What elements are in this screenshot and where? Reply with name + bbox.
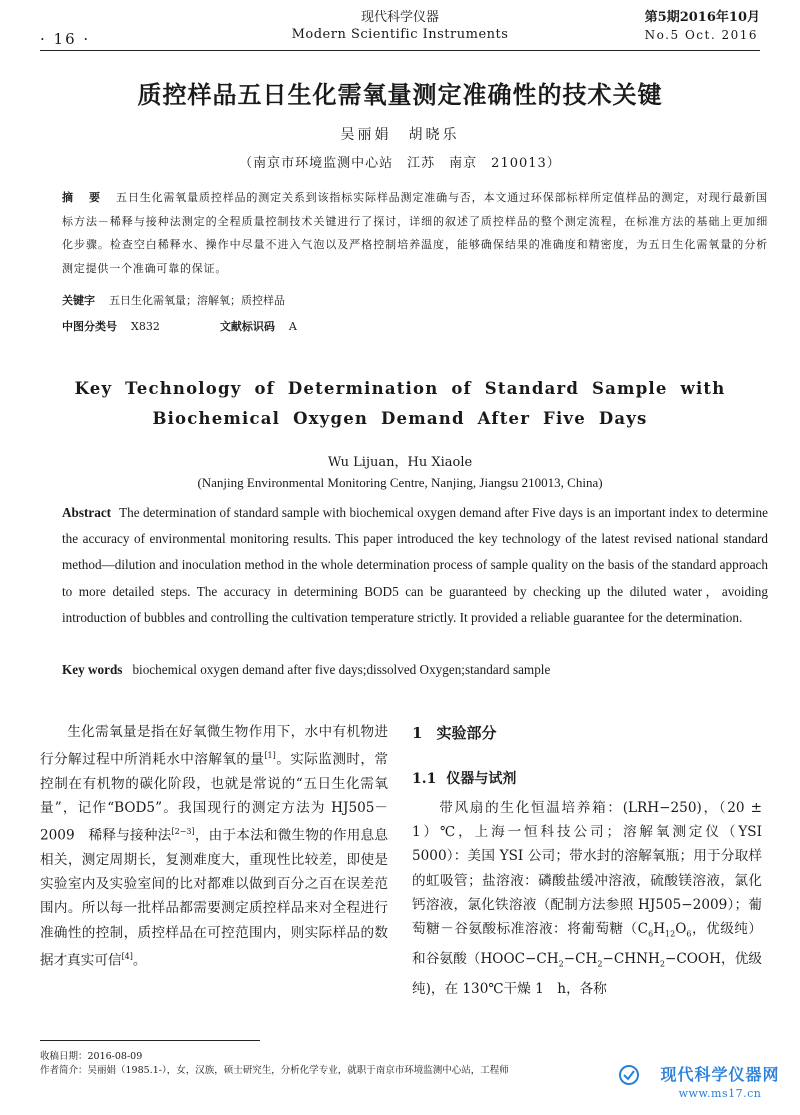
citation-ref: [4] [121,951,133,961]
paper-title-en: Key Technology of Determination of Standard Sample with Biochemical Oxygen Demand After Five Days [74,379,726,428]
issue-en: No.5 Oct. 2016 [644,28,758,42]
intro-text-d: 。 [132,952,147,969]
abstract-cn-label: 摘 要 [62,191,106,204]
equipment-text: −COOH，优级纯)，在 130℃干燥 1 h，各称 [412,950,762,997]
abstract-en-text: The determination of standard sample with biochemical oxygen demand after Five days is an important index to determine the accuracy of environmental monitoring results. This paper introduced the key technology of the latest revised national standard method—dilution and inoculation method in the whole determination process of sample quality on the basis of the standard approach to more detailed steps. The accuracy in determining BOD5 can be guaranteed by checking up the diluted water，avoiding introduction of bubbles and controlling the cultivation temperature strictly. It provided a reliable guarantee for the determination. [62,505,768,625]
journal-name-en: Modern Scientific Instruments [291,27,509,42]
equipment-text: −CHNH [602,950,660,967]
classification-line [62,318,297,334]
abstract-en [62,500,768,631]
equipment-text: −CH [563,950,598,967]
equipment-paragraph [412,796,762,1001]
keywords-en-text: biochemical oxygen demand after five days;dissolved Oxygen;standard sample [132,662,551,677]
equipment-text: 带风扇的生化恒温培养箱：(LRH−250)，（20 ± 1）℃，上海一恒科技公司；溶解氧测定仪（YSI 5000）：美国 YSI 公司；带水封的溶解氧瓶；用于分取样的虹吸管；盐溶液：磷酸盐缓冲溶液，硫酸镁溶液，氯化钙溶液，氯化铁溶液（配制方法参照 HJ505−2009）；葡萄糖－谷氨酸标准溶液：将葡萄糖（C [412,800,762,938]
section-heading-1-1 [412,768,516,788]
intro-text-c: ，由于本法和微生物的作用息息相关，测定周期长，复测难度大，重现性比较差，即使是实验室内及实验室间的比对都难以做到百分之百在误差范围内。所以每一批样品都需要测定质控样品来对全程进行准确性的控制，质控样品在可控范围内，则实际样品的数据才真实可信 [40,827,388,969]
keywords-en-label: Key words [62,662,123,677]
watermark-url: www.ms17.cn [678,1087,762,1100]
received-date: 收稿日期：2016-08-09 [40,1051,143,1062]
footnote-divider [40,1040,260,1041]
subscript: 2 [597,959,603,969]
intro-column [40,720,388,973]
header-divider [40,50,760,51]
clc-label: 中图分类号 [62,320,117,333]
subscript: 12 [665,929,676,939]
clc-value: X832 [131,320,160,333]
subscript: 6 [686,929,692,939]
footnote [40,1050,509,1078]
paper-title-cn: 质控样品五日生化需氧量测定准确性的技术关键 [137,80,663,109]
watermark-name: 现代科学仪器网 [660,1065,780,1084]
abstract-cn [62,186,768,280]
section-number: 1.1 [412,771,437,787]
watermark-logo-icon [618,1064,640,1086]
citation-ref: [2−3] [171,827,195,837]
watermark [640,1062,800,1100]
journal-header [250,10,550,44]
equipment-text: ，优级纯）和谷氨酸（HOOC−CH [412,921,763,967]
intro-text-a: 生化需氧量是指在好氧微生物作用下，水中有机物进行分解过程中所消耗水中溶解氧的量 [40,724,388,768]
authors-cn: 吴丽娟 胡晓乐 [340,127,460,143]
affiliation-en: (Nanjing Environmental Monitoring Centre, Nanjing, Jiangsu 210013, China) [197,475,603,490]
keywords-cn-text: 五日生化需氧量；溶解氧；质控样品 [109,294,285,307]
subscript: 6 [648,929,654,939]
section-number: 1 [412,724,423,742]
issue-info [645,10,760,44]
subscript: 2 [659,959,665,969]
keywords-en [62,662,550,678]
intro-paragraph [40,720,388,973]
section-heading-1 [412,722,496,743]
affiliation-cn: （南京市环境监测中心站 江苏 南京 210013） [239,156,561,171]
abstract-cn-text: 五日生化需氧量质控样品的测定关系到该指标实际样品测定准确与否，本文通过环保部标样所定值样品的测定，对现行最新国标方法－稀释与接种法测定的全程质量控制技术关键进行了探讨，详细的叙述了质控样品的整个测定流程，在标准方法的基础上更加细化步骤。检查空白稀释水、操作中尽量不进入气泡以及严格控制培养温度，能够确保结果的准确度和精密度，为五日生化需氧量的分析测定提供一个准确可靠的保证。 [62,191,768,275]
author-bio: 作者简介：吴丽娟（1985.1-），女，汉族，硕士研究生，分析化学专业，就职于南京市环境监测中心站，工程师 [40,1065,509,1076]
journal-name-cn: 现代科学仪器 [360,10,439,25]
intro-text-b: 。实际监测时，常控制在有机物的碳化阶段，也就是常说的“五日生化需氧量”，记作“BOD5”。我国现行的测定方法为 HJ505－2009 稀释与接种法 [40,751,388,844]
section-title: 仪器与试剂 [446,771,517,787]
issue-cn: 第5期2016年10月 [644,10,760,25]
citation-ref: [1] [264,751,276,761]
doc-code-label: 文献标识码 [219,320,275,333]
subscript: 2 [558,959,564,969]
doc-code-value: A [288,320,297,333]
authors-en: Wu Lijuan，Hu Xiaole [327,455,473,470]
section-title: 实验部分 [436,724,497,742]
page-number: · 16 · [40,30,91,48]
equipment-column [412,796,762,1001]
formula-part: O [675,921,687,938]
keywords-cn [62,292,285,308]
keywords-cn-label: 关键字 [62,294,95,307]
abstract-en-label: Abstract [62,505,112,520]
formula-part: H [653,921,666,938]
